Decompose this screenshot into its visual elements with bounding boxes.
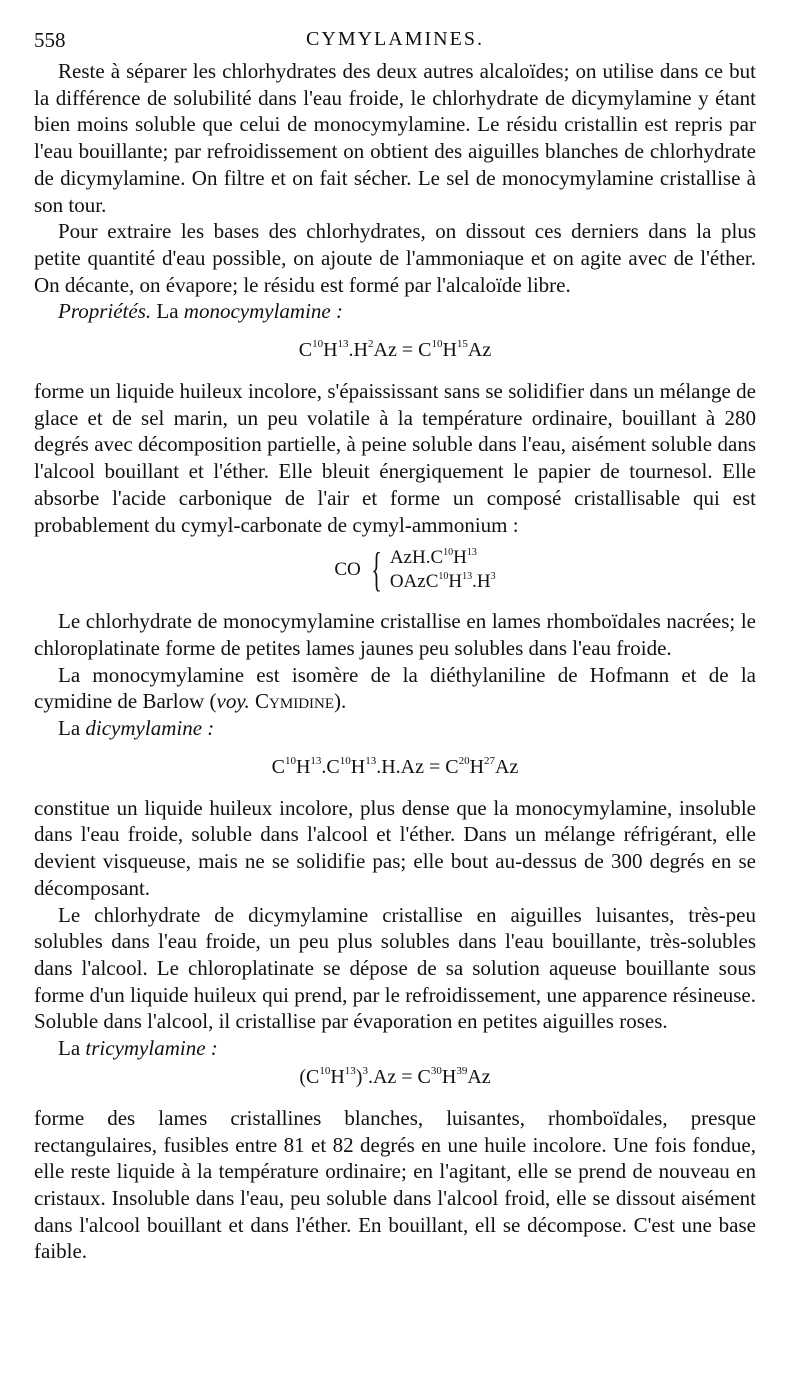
formula-monocymylamine: $C^{10}H^{13}.H^2Az = C^{10}H^{15}Az$ <box>298 338 492 362</box>
paragraph-extraction: Pour extraire les bases des chlorhydrates, on dissout ces derniers dans la plus petite quantité d'eau possible, on ajoute de l'ammoniaque et on agite avec de l'éther. On décante, on évapore; le résidu est formé par l'alcaloïde libre. <box>34 219 756 297</box>
properties-label: Propriétés. <box>58 299 152 324</box>
formula-dicymylamine: $C^{10}H^{13}.C^{10}H^{13}.H.Az = C^{20}H^{27}Az$ <box>271 754 519 778</box>
running-head: CYMYLAMINES. <box>306 28 484 50</box>
paragraph-tricymylamine-heading: La tricymylamine : <box>58 1036 218 1061</box>
cross-reference: Cymidine <box>249 689 335 714</box>
paragraph-isomer: La monocymylamine est isomère de la diéthylaniline de Hofmann et de la cymidine de Barlow (voy. Cymidine). <box>34 662 756 714</box>
page-number: 558 <box>34 28 66 52</box>
paragraph-monocymylamine-properties: forme un liquide huileux incolore, s'épaississant sans se solidifier dans un mélange de glace et de sel marin, un peu volatile à la température ordinaire, bouillant à 280 degrés avec décomposition partielle, à peine soluble dans l'eau, aisément soluble dans l'alcool bouillant et l'éther. Elle bleuit énergiquement le papier de tournesol. Elle absorbe l'acide carbonique de l'air et forme un composé cristallisable qui est probablement du cymyl-carbonate de cymyl-ammonium : <box>34 379 756 537</box>
brace-glyph: { <box>371 543 382 597</box>
properties-text: La <box>151 299 184 324</box>
paragraph-chlorhydrate-mono: Le chlorhydrate de monocymylamine cristallise en lames rhomboïdales nacrées; le chloroplatinate forme de petites lames jaunes peu solubles dans l'eau froide. <box>34 609 756 660</box>
formula-line-1: $AzH.C^{10}H^{13}$ <box>389 547 477 569</box>
paragraph-dicymylamine-heading: La dicymylamine : <box>58 716 215 741</box>
paragraph-separation: Reste à séparer les chlorhydrates des deux autres alcaloïdes; on utilise dans ce but la différence de solubilité dans l'eau froide, le chlorhydrate de dicymylamine y étant bien moins soluble que celui de monocymylamine. Le résidu cristallin est repris par l'eau bouillante; par refroidissement on obtient des aiguilles blanches de chlorhydrate de dicymylamine. On filtre et on fait sécher. Le sel de monocymylamine cristallise à son tour. <box>34 59 756 217</box>
term-dicymylamine: dicymylamine : <box>85 716 215 741</box>
page-header <box>34 28 756 58</box>
formula-tricymylamine: $(C^{10}H^{13})^3.Az = C^{30}H^{39}Az$ <box>299 1064 491 1088</box>
term-tricymylamine: tricymylamine : <box>85 1036 218 1061</box>
paragraph-dicymylamine-properties: constitue un liquide huileux incolore, plus dense que la monocymylamine, insoluble dans l'eau froide, soluble dans l'alcool et l'éther. Dans un mélange réfrigérant, elle devient visqueuse, mais ne se solidifie pas; elle bout au-dessus de 300 degrés en se décomposant. <box>34 795 756 900</box>
paragraph-properties-heading <box>34 298 756 325</box>
paragraph-chlorhydrate-di: Le chlorhydrate de dicymylamine cristallise en aiguilles luisantes, très-peu solubles dans l'eau froide, un peu plus solubles dans l'eau bouillante, très-solubles dans l'alcool. Le chloroplatinate se dépose de sa solution aqueuse bouillante sous forme d'un liquide huileux qui prend, par le refroidissement, une apparence résineuse. Soluble dans l'alcool, il cristallise par évaporation en petites aiguilles roses. <box>34 902 756 1034</box>
term-monocymylamine: monocymylamine : <box>183 299 343 324</box>
formula-line-2: $OAzC^{10}H^{13}.H^3$ <box>389 571 496 593</box>
voy-abbrev: voy. <box>216 689 250 714</box>
paragraph-tricymylamine-properties: forme des lames cristallines blanches, luisantes, rhomboïdales, presque rectangulaires, fusibles entre 81 et 82 degrés en une huile incolore. Une fois fondue, elle reste liquide à la température ordinaire; en l'agitant, elle se prend de nouveau en cristaux. Insoluble dans l'eau, peu soluble dans l'alcool froid, elle se dissout aisément dans l'alcool bouillant et dans l'éther. En bouillant, ell se décompose. C'est une base faible. <box>34 1105 756 1264</box>
page <box>34 28 756 1265</box>
formula-cymyl-carbonate: CO { $AzH.C^{10}H^{13}$ $OAzC^{10}H^{13}.H^3$ <box>334 543 496 597</box>
